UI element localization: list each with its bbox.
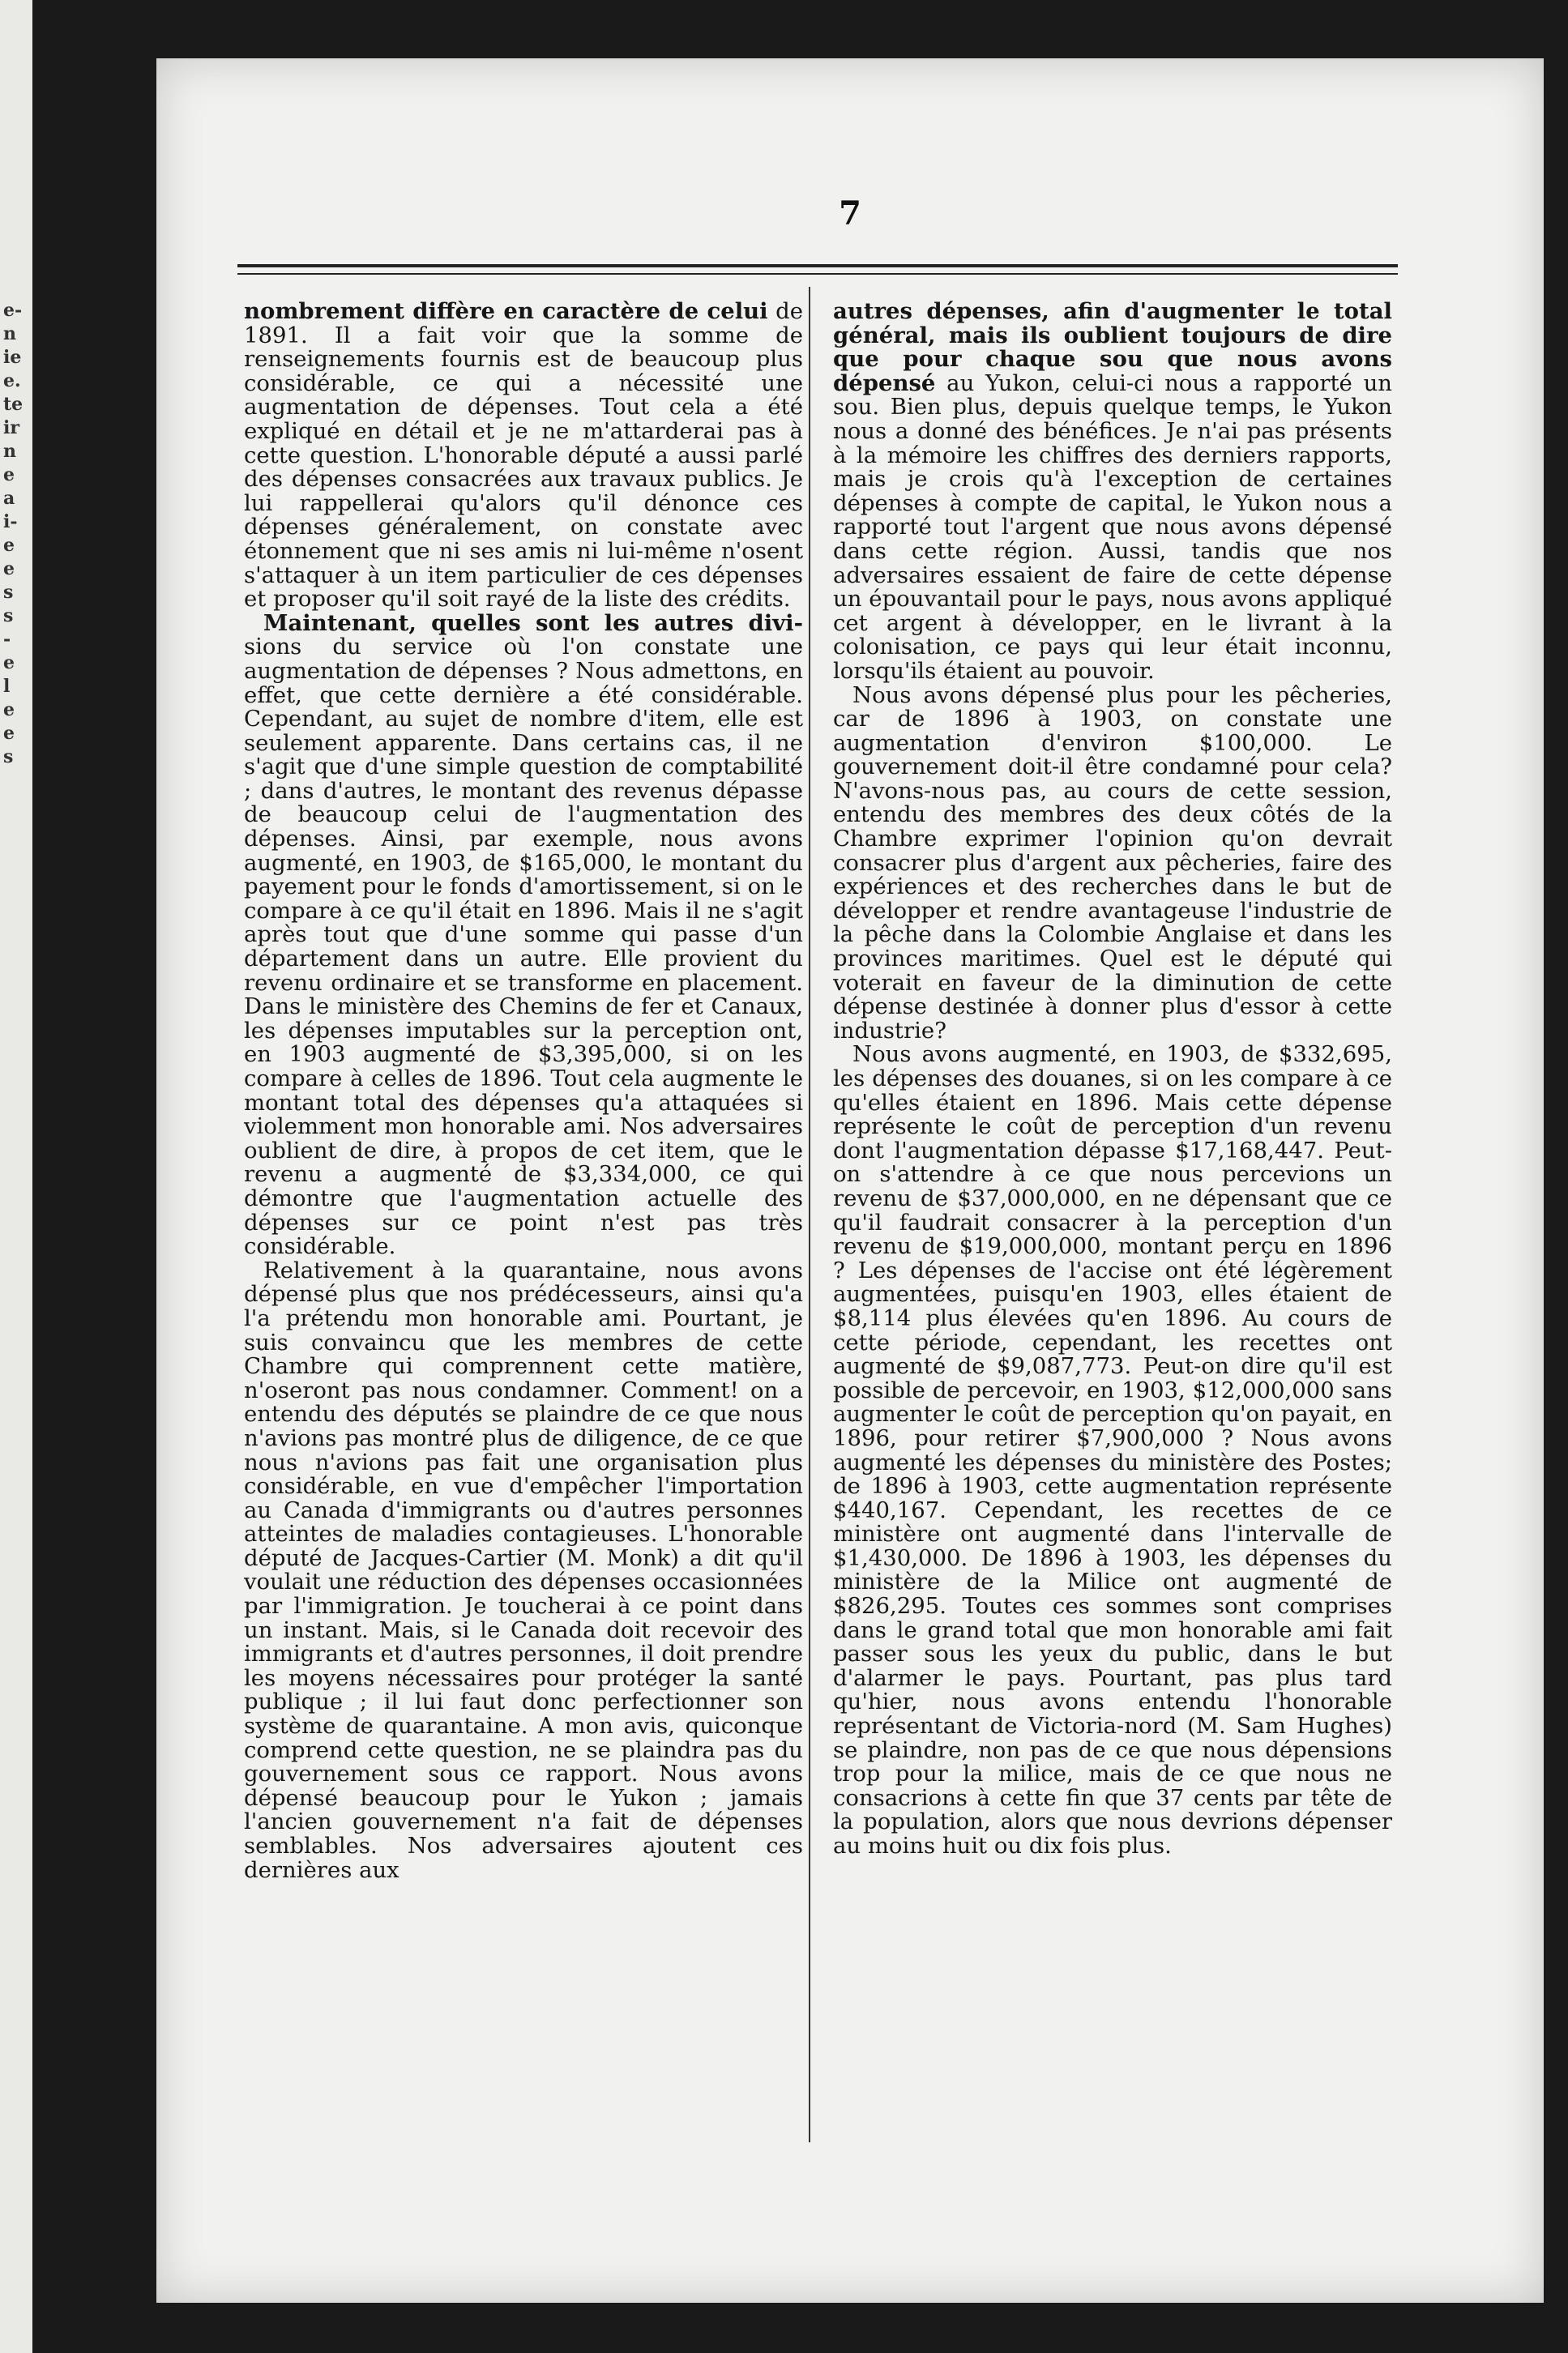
adjacent-page-fragment: l [3, 676, 11, 697]
right-column [833, 300, 1392, 1859]
header-rule-thin [237, 273, 1398, 275]
page-number: 7 [839, 194, 861, 233]
adjacent-page-fragment: e [3, 535, 15, 556]
adjacent-page-fragment: ir [3, 417, 19, 438]
adjacent-page-fragment: a [3, 488, 15, 509]
paragraph [244, 300, 803, 612]
adjacent-page-fragment: n [3, 441, 16, 462]
paragraph-text: Nous avons dépensé plus pour les pêcheries, car de 1896 à 1903, on constate une augmentation d'environ $100,000. Le gouvernement doit-il être condamné pour cela? N'avons-nous pas, au cours de cette session, entendu des membres des deux côtés de la Chambre exprimer l'opinion qu'on devrait consacrer plus d'argent aux pêcheries, faire des expériences et des recherches dans le but de développer et rendre avantageuse l'industrie de la pêche dans la Colombie Anglaise et dans les provinces maritimes. Quel est le député qui voterait en faveur de la diminution de cette dépense destinée à donner plus d'essor à cette industrie? [833, 681, 1392, 1044]
paragraph-lead-bold: autres dépenses, afin d'augmenter le total général, mais ils oublient toujours de dire que pour chaque sou que nous avons dépensé [833, 298, 1392, 396]
adjacent-page-fragment: i- [3, 511, 18, 532]
paragraph-text: sions du service où l'on constate une augmentation de dépenses ? Nous admettons, en effet, que cette dernière a été considérable. Cependant, au sujet de nombre d'item, elle est seulement apparente. Dans certains cas, il ne s'agit que d'une simple question de comptabilité ; dans d'autres, le montant des revenus dépasse de beaucoup celui de l'augmentation des dépenses. Ainsi, par exemple, nous avons augmenté, en 1903, de $165,000, le montant du payement pour le fonds d'amortissement, si on le compare à ce qu'il était en 1896. Mais il ne s'agit après tout que d'une somme qui passe d'un département dans un autre. Elle provient du revenu ordinaire et se transforme en placement. Dans le ministère des Chemins de fer et Canaux, les dépenses imputables sur la perception ont, en 1903 augmenté de $3,395,000, si on les compare à celles de 1896. Tout cela augmente le montant total des dépenses qu'a attaquées si violemment mon honorable ami. Nos adversaires oublient de dire, à propos de cet item, que le revenu a augmenté de $3,334,000, ce qui démontre que l'augmentation actuelle des dépenses sur ce point n'est pas très considérable. [244, 634, 803, 1260]
paragraph [244, 609, 803, 1260]
adjacent-page-fragment: e. [3, 370, 21, 391]
adjacent-page-fragment: s [3, 746, 14, 767]
adjacent-page-fragment: e [3, 699, 15, 720]
newspaper-page [156, 58, 1544, 2303]
paragraph-text: Relativement à la quarantaine, nous avons dépensé plus que nos prédécesseurs, ainsi qu'a l'a prétendu mon honorable ami. Pourtant, je suis convaincu que les membres de cette Chambre qui comprennent cette matière, n'oseront pas nous condamner. Comment! on a entendu des députés se plaindre de ce que nous n'avions pas montré plus de diligence, de ce que nous n'avions pas fait une organisation plus considérable, en vue d'empêcher l'importation au Canada d'immigrants ou d'autres personnes atteintes de maladies contagieuses. L'honorable député de Jacques-Cartier (M. Monk) a dit qu'il voulait une réduction des dépenses occasionnées par l'immigration. Je toucherai à ce point dans un instant. Mais, si le Canada doit recevoir des immigrants et d'autres personnes, il doit prendre les moyens nécessaires pour protéger la santé publique ; il lui faut donc perfectionner son système de quarantaine. A mon avis, quiconque comprend cette question, ne se plaindra pas du gouvernement sous ce rapport. Nous avons dépensé beaucoup pour le Yukon ; jamais l'ancien gouvernement n'a fait de dépenses semblables. Nos adversaires ajoutent ces dernières aux [244, 1257, 803, 1883]
paragraph-text: de 1891. Il a fait voir que la somme de renseignements fournis est de beaucoup plus considérable, ce qui a nécessité une augmentation de dépenses. Tout cela a été expliqué en détail et je ne m'attarderai pas à cette question. L'honorable député a aussi parlé des dépenses consacrées aux travaux publics. Je lui rappellerai qu'alors qu'il dénonce ces dépenses généralement, on constate avec étonnement que ni ses amis ni lui-même n'osent s'attaquer à un item particulier de ces dépenses et proposer qu'il soit rayé de la liste des crédits. [244, 298, 803, 613]
adjacent-page-fragment: e [3, 723, 15, 744]
paragraph-text: Nous avons augmenté, en 1903, de $332,695, les dépenses des douanes, si on les compare à ce qu'elles étaient en 1896. Mais cette dépense représente le coût de perception d'un revenu dont l'augmentation dépasse $17,168,447. Peut-on s'attendre à ce que nous percevions un revenu de $37,000,000, en ne dépensant que ce qu'il faudrait consacrer à la perception d'un revenu de $19,000,000, montant perçu en 1896 ? Les dépenses de l'accise ont été légèrement augmentées, puisqu'en 1903, elles étaient de $8,114 plus élevées qu'en 1896. Au cours de cette période, cependant, les recettes ont augmenté de $9,087,773. Peut-on dire qu'il est possible de percevoir, en 1903, $12,000,000 sans augmenter le coût de perception qu'on payait, en 1896, pour retirer $7,900,000 ? Nous avons augmenté les dépenses du ministère des Postes; de 1896 à 1903, cette augmentation représente $440,167. Cependant, les recettes de ce ministère ont augmenté dans l'intervalle de $1,430,000. De 1896 à 1903, les dépenses du ministère de la Milice ont augmenté de $826,295. Toutes ces sommes sont comprises dans le grand total que mon honorable ami fait passer sous les yeux du public, dans le but d'alarmer le pays. Pourtant, pas plus tard qu'hier, nous avons entendu l'honorable représentant de Victoria-nord (M. Sam Hughes) se plaindre, non pas de ce que nous dépensions trop pour la milice, mais de ce que nous ne consacrions à cette fin que 37 cents par tête de la population, alors que nous devrions dépenser au moins huit ou dix fois plus. [833, 1041, 1392, 1859]
adjacent-page-fragment: s [3, 582, 14, 603]
paragraph [833, 1043, 1392, 1858]
paragraph [833, 681, 1392, 1044]
paragraph-lead-bold: Maintenant, quelles sont les autres divi- [263, 609, 803, 636]
adjacent-page-fragment: - [3, 629, 11, 650]
paragraph [833, 300, 1392, 684]
paragraph-lead-bold: nombrement diffère en caractère de celui [244, 298, 768, 324]
header-rule [237, 264, 1398, 267]
adjacent-page-fragment: e [3, 652, 15, 673]
adjacent-page-strip [0, 0, 32, 2353]
adjacent-page-fragment: te [3, 394, 23, 415]
adjacent-page-fragment: e [3, 558, 15, 579]
adjacent-page-fragment: s [3, 605, 14, 626]
adjacent-page-fragment: e- [3, 300, 23, 321]
adjacent-page-fragment: ie [3, 347, 22, 368]
adjacent-page-fragment: n [3, 323, 16, 344]
left-column [244, 300, 803, 1882]
adjacent-page-fragment: e [3, 464, 15, 485]
column-divider [809, 287, 810, 2142]
paragraph [244, 1259, 803, 1882]
paragraph-text: au Yukon, celui-ci nous a rapporté un sou. Bien plus, depuis quelque temps, le Yukon nous a donné des bénéfices. Je n'ai pas présents à la mémoire les chiffres des derniers rapports, mais je crois qu'à l'exception de certaines dépenses à compte de capital, le Yukon nous a rapporté tout l'argent que nous avons dépensé dans cette région. Aussi, tandis que nos adversaires essaient de faire de cette dépense un épouvantail pour le pays, nous avons appliqué cet argent à développer, en le livrant à la colonisation, ce pays qui leur était inconnu, lorsqu'ils étaient au pouvoir. [833, 369, 1392, 684]
